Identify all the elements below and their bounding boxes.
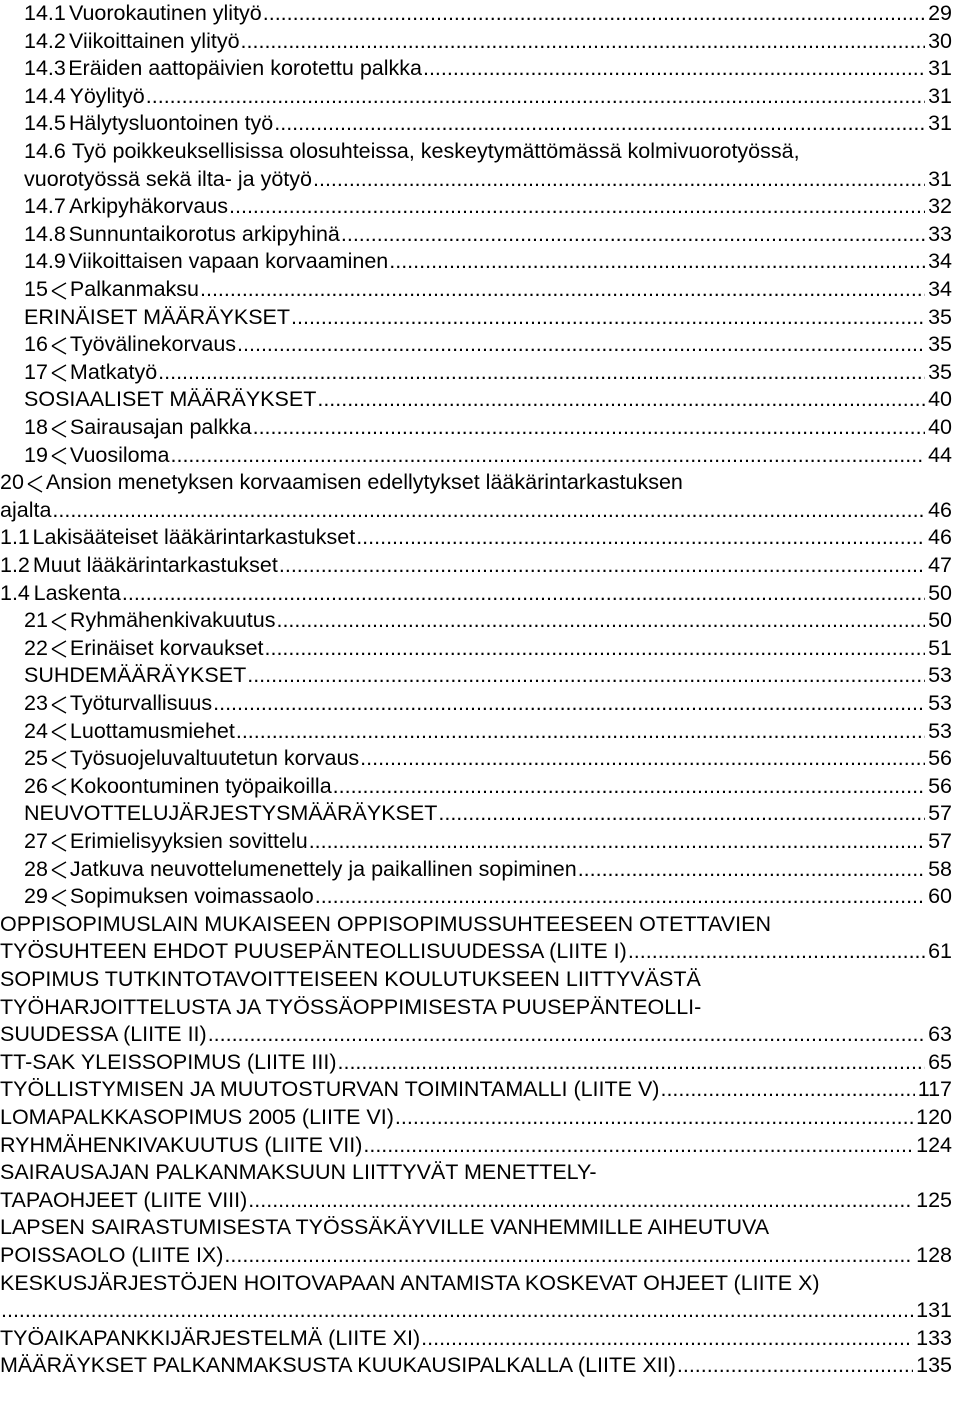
entry-number: 14.4 xyxy=(24,83,66,108)
toc-entry[interactable] xyxy=(0,1104,952,1132)
section-arrow-icon xyxy=(48,690,70,718)
entry-number: 22 xyxy=(24,635,48,660)
entry-title: OPPISOPIMUSLAIN MUKAISEEN OPPISOPIMUSSUHTEESEEN OTETTAVIEN xyxy=(0,911,771,936)
page-number: 60 xyxy=(928,884,952,909)
dot-leader xyxy=(660,1076,914,1104)
dot-leader xyxy=(341,221,925,249)
page-number: 31 xyxy=(928,111,952,136)
toc-entry[interactable] xyxy=(24,690,952,718)
toc-entry[interactable] xyxy=(24,828,952,856)
toc-entry[interactable] xyxy=(0,938,952,966)
entry-title: Sopimuksen voimassaolo xyxy=(69,884,314,909)
toc-entry[interactable] xyxy=(24,28,952,56)
page-number: 31 xyxy=(928,166,952,191)
toc-entry[interactable] xyxy=(24,800,952,828)
dot-leader xyxy=(423,55,925,83)
entry-title: Työturvallisuus xyxy=(69,691,213,715)
dot-leader xyxy=(291,304,925,332)
dot-leader xyxy=(276,607,925,635)
entry-title: Vuosiloma xyxy=(69,442,170,467)
entry-number: 1.2 xyxy=(0,553,30,577)
entry-number: 27 xyxy=(24,829,48,853)
entry-title: TYÖLLISTYMISEN JA MUUTOSTURVAN TOIMINTAMALLI (LIITE V) xyxy=(0,1077,660,1102)
entry-title: Työvälinekorvaus xyxy=(69,332,237,357)
page-number: 31 xyxy=(928,56,952,81)
dot-leader xyxy=(229,193,925,221)
entry-number: 17 xyxy=(24,359,48,384)
entry-title: MÄÄRÄYKSET PALKANMAKSUSTA KUUKAUSIPALKALLA (LIITE XII) xyxy=(0,1353,676,1378)
entry-title: Luottamusmiehet xyxy=(69,718,235,743)
entry-number: 15 xyxy=(24,277,48,301)
page-number: 34 xyxy=(928,277,952,301)
entry-number: 14.5 xyxy=(24,111,66,136)
entry-title: POISSAOLO (LIITE IX) xyxy=(0,1243,224,1267)
page-number: 56 xyxy=(928,773,952,798)
entry-number: 14.7 xyxy=(24,194,66,219)
toc-entry[interactable] xyxy=(24,276,952,304)
entry-title: Jatkuva neuvottelumenettely ja paikallinen sopiminen xyxy=(69,856,577,881)
dot-leader xyxy=(313,166,925,194)
page-number: 40 xyxy=(928,387,952,412)
toc-entry[interactable] xyxy=(0,1021,952,1049)
entry-number: 14.8 xyxy=(24,221,66,246)
page-number: 61 xyxy=(928,939,952,964)
toc-entry[interactable] xyxy=(0,497,952,525)
page-number: 29 xyxy=(928,1,952,25)
dot-leader xyxy=(171,442,926,470)
page-number: 56 xyxy=(928,746,952,771)
entry-title: TYÖAIKAPANKKIJÄRJESTELMÄ (LIITE XI) xyxy=(0,1325,421,1350)
dot-leader xyxy=(263,0,925,28)
toc-entry[interactable] xyxy=(0,1270,952,1298)
toc-entry[interactable] xyxy=(24,607,952,635)
entry-title: Lakisääteiset lääkärintarkastukset xyxy=(32,525,356,550)
page-number: 53 xyxy=(928,718,952,743)
entry-number: 23 xyxy=(24,691,48,715)
page-number: 124 xyxy=(916,1132,952,1157)
toc-entry[interactable] xyxy=(24,718,952,746)
toc-entry[interactable] xyxy=(0,1297,952,1325)
dot-leader xyxy=(356,524,925,552)
toc-entry[interactable] xyxy=(24,304,952,332)
toc-entry[interactable] xyxy=(0,1159,952,1187)
toc-entry[interactable] xyxy=(24,110,952,138)
section-arrow-icon xyxy=(48,856,70,884)
page-number: 47 xyxy=(928,553,952,577)
toc-entry[interactable] xyxy=(24,635,952,663)
toc-entry[interactable] xyxy=(24,221,952,249)
toc-entry[interactable] xyxy=(24,856,952,884)
toc-entry[interactable] xyxy=(0,1242,952,1270)
page-number: 135 xyxy=(916,1353,952,1378)
toc-entry[interactable] xyxy=(24,745,952,773)
page-number: 32 xyxy=(928,194,952,219)
entry-title: Vuorokautinen ylityö xyxy=(68,1,262,25)
toc-entry[interactable] xyxy=(24,83,952,111)
dot-leader xyxy=(309,828,925,856)
section-arrow-icon xyxy=(48,276,70,304)
page-number: 57 xyxy=(928,801,952,826)
dot-leader xyxy=(677,1352,913,1380)
toc-entry[interactable] xyxy=(0,994,952,1022)
entry-title: SOPIMUS TUTKINTOTAVOITTEISEEN KOULUTUKSEEN LIITTYVÄSTÄ xyxy=(0,967,701,991)
entry-number: 21 xyxy=(24,608,48,633)
toc-entry[interactable] xyxy=(0,1352,952,1380)
section-arrow-icon xyxy=(48,883,70,911)
page-number: 35 xyxy=(928,332,952,357)
toc-entry[interactable] xyxy=(0,911,952,939)
dot-leader xyxy=(438,800,925,828)
entry-number: 25 xyxy=(24,746,48,771)
entry-title: Työsuojeluvaltuutetun korvaus xyxy=(69,746,360,771)
toc-entry[interactable] xyxy=(0,552,952,580)
entry-number: 14.9 xyxy=(24,249,66,274)
toc-entry[interactable] xyxy=(0,469,952,497)
entry-title: LAPSEN SAIRASTUMISESTA TYÖSSÄKÄYVILLE VANHEMMILLE AIHEUTUVA xyxy=(0,1215,770,1240)
page-number: 34 xyxy=(928,249,952,274)
dot-leader xyxy=(274,110,925,138)
dot-leader xyxy=(52,497,925,525)
entry-title: SOSIAALISET MÄÄRÄYKSET xyxy=(24,387,317,412)
entry-title: TYÖHARJOITTELUSTA JA TYÖSSÄOPPIMISESTA PUUSEPÄNTEOLLI- xyxy=(0,994,702,1019)
page-number: 44 xyxy=(928,442,952,467)
page-number: 57 xyxy=(928,829,952,853)
dot-leader xyxy=(236,718,925,746)
entry-number: 19 xyxy=(24,442,48,467)
entry-title: Hälytysluontoinen työ xyxy=(68,111,274,136)
entry-title: ajalta xyxy=(0,497,52,522)
page-number: 133 xyxy=(916,1325,952,1350)
toc-entry[interactable] xyxy=(0,1132,952,1160)
dot-leader xyxy=(317,386,925,414)
page-number: 40 xyxy=(928,415,952,439)
page-number: 35 xyxy=(928,359,952,384)
section-arrow-icon xyxy=(48,359,70,387)
dot-leader xyxy=(122,580,925,608)
entry-number: 14.1 xyxy=(24,1,66,25)
entry-title: TYÖSUHTEEN EHDOT PUUSEPÄNTEOLLISUUDESSA (LIITE I) xyxy=(0,939,627,964)
section-arrow-icon xyxy=(48,773,70,801)
entry-title: Laskenta xyxy=(33,580,121,605)
entry-title: Viikoittaisen vapaan korvaaminen xyxy=(68,249,389,274)
toc-entry[interactable] xyxy=(24,359,952,387)
dot-leader xyxy=(247,662,925,690)
dot-leader xyxy=(208,1021,925,1049)
toc-entry[interactable] xyxy=(0,1049,952,1077)
entry-title: RYHMÄHENKIVAKUUTUS (LIITE VII) xyxy=(0,1132,363,1157)
dot-leader xyxy=(395,1104,913,1132)
entry-title: SUHDEMÄÄRÄYKSET xyxy=(24,663,247,688)
entry-title: Eräiden aattopäivien korotettu palkka xyxy=(68,56,422,81)
page-number: 65 xyxy=(928,1049,952,1074)
dot-leader xyxy=(338,1049,926,1077)
toc-entry[interactable] xyxy=(24,0,952,28)
entry-title: ERINÄISET MÄÄRÄYKSET xyxy=(24,304,291,329)
section-arrow-icon xyxy=(48,442,70,470)
dot-leader xyxy=(1,1297,913,1325)
entry-number: 28 xyxy=(24,856,48,881)
section-arrow-icon xyxy=(48,414,70,442)
page-number: 50 xyxy=(928,608,952,633)
page-number: 46 xyxy=(928,497,952,522)
dot-leader xyxy=(333,773,925,801)
dot-leader xyxy=(389,248,925,276)
toc-entry[interactable] xyxy=(0,580,952,608)
entry-title: LOMAPALKKASOPIMUS 2005 (LIITE VI) xyxy=(0,1105,394,1129)
dot-leader xyxy=(253,414,925,442)
dot-leader xyxy=(248,1187,913,1215)
page-number: 50 xyxy=(928,580,952,605)
entry-title: Muut lääkärintarkastukset xyxy=(32,553,278,577)
page-number: 131 xyxy=(916,1298,952,1323)
section-arrow-icon xyxy=(48,331,70,359)
page-number: 33 xyxy=(928,221,952,246)
section-arrow-icon xyxy=(48,635,70,663)
toc-entry[interactable] xyxy=(0,1325,952,1353)
toc-entry[interactable] xyxy=(24,883,952,911)
toc-entry[interactable] xyxy=(24,138,952,166)
entry-number: 18 xyxy=(24,415,48,439)
entry-title: vuorotyössä sekä ilta- ja yötyö xyxy=(24,166,312,191)
page-number: 58 xyxy=(928,856,952,881)
entry-title: TAPAOHJEET (LIITE VIII) xyxy=(0,1187,248,1212)
entry-number: 20 xyxy=(0,470,24,495)
toc-entry[interactable] xyxy=(0,524,952,552)
dot-leader xyxy=(158,359,925,387)
entry-number: 1.4 xyxy=(0,580,30,605)
toc-entry[interactable] xyxy=(24,442,952,470)
toc-entry[interactable] xyxy=(0,1214,952,1242)
entry-number: 16 xyxy=(24,332,48,357)
toc-entry[interactable] xyxy=(24,248,952,276)
page-number: 53 xyxy=(928,691,952,715)
entry-title: Ryhmähenkivakuutus xyxy=(69,608,276,633)
entry-title: Erinäiset korvaukset xyxy=(69,635,264,660)
toc-entry[interactable] xyxy=(0,1187,952,1215)
page-number: 46 xyxy=(928,525,952,550)
dot-leader xyxy=(241,28,926,56)
page-number: 35 xyxy=(928,304,952,329)
entry-title: NEUVOTTELUJÄRJESTYSMÄÄRÄYKSET xyxy=(24,801,438,826)
entry-number: 14.6 xyxy=(24,139,66,163)
toc-entry[interactable] xyxy=(24,331,952,359)
entry-title: TT-SAK YLEISSOPIMUS (LIITE III) xyxy=(0,1049,337,1074)
page-number: 30 xyxy=(928,28,952,53)
entry-number: 24 xyxy=(24,718,48,743)
dot-leader xyxy=(578,856,925,884)
entry-title: Erimielisyyksien sovittelu xyxy=(69,829,308,853)
page-number: 125 xyxy=(916,1187,952,1212)
toc-entry[interactable] xyxy=(0,1076,952,1104)
entry-title: Työ poikkeuksellisissa olosuhteissa, keskeytymättömässä kolmivuorotyössä, xyxy=(71,139,800,163)
dot-leader xyxy=(146,83,925,111)
page-number: 120 xyxy=(916,1105,952,1129)
toc-entry[interactable] xyxy=(24,773,952,801)
entry-number: 14.2 xyxy=(24,28,66,53)
section-arrow-icon xyxy=(48,828,70,856)
entry-number: 1.1 xyxy=(0,525,30,550)
dot-leader xyxy=(360,745,925,773)
entry-title: Viikoittainen ylityö xyxy=(69,28,240,53)
dot-leader xyxy=(200,276,925,304)
page-number: 63 xyxy=(928,1022,952,1047)
dot-leader xyxy=(265,635,926,663)
section-arrow-icon xyxy=(24,469,46,497)
entry-title: Matkatyö xyxy=(69,359,158,384)
dot-leader xyxy=(628,938,925,966)
toc-entry[interactable] xyxy=(24,193,952,221)
entry-title: Yöylityö xyxy=(69,83,145,108)
toc-entry[interactable] xyxy=(24,166,952,194)
page-number: 53 xyxy=(928,663,952,688)
dot-leader xyxy=(315,883,925,911)
entry-title: Sairausajan palkka xyxy=(69,415,252,439)
entry-number: 14.3 xyxy=(24,56,66,81)
dot-leader xyxy=(279,552,925,580)
entry-title: KESKUSJÄRJESTÖJEN HOITOVAPAAN ANTAMISTA KOSKEVAT OHJEET (LIITE X) xyxy=(0,1270,820,1295)
entry-title: Kokoontuminen työpaikoilla xyxy=(69,773,332,798)
toc-entry[interactable] xyxy=(24,662,952,690)
toc-entry[interactable] xyxy=(24,55,952,83)
section-arrow-icon xyxy=(48,718,70,746)
page-number: 117 xyxy=(917,1077,952,1102)
section-arrow-icon xyxy=(48,607,70,635)
dot-leader xyxy=(421,1325,913,1353)
page-number: 31 xyxy=(928,83,952,108)
entry-title: SAIRAUSAJAN PALKANMAKSUUN LIITTYVÄT MENETTELY- xyxy=(0,1160,597,1185)
dot-leader xyxy=(363,1132,913,1160)
dot-leader xyxy=(237,331,925,359)
entry-title: Ansion menetyksen korvaamisen edellytykset lääkärintarkastuksen xyxy=(45,470,683,495)
entry-title: Sunnuntaikorotus arkipyhinä xyxy=(68,221,340,246)
entry-title: Arkipyhäkorvaus xyxy=(69,194,229,219)
dot-leader xyxy=(213,690,925,718)
page-number: 128 xyxy=(916,1243,952,1267)
toc-entry[interactable] xyxy=(24,386,952,414)
dot-leader xyxy=(224,1242,913,1270)
section-arrow-icon xyxy=(48,745,70,773)
page-number: 51 xyxy=(928,635,952,660)
entry-number: 26 xyxy=(24,773,48,798)
entry-title: SUUDESSA (LIITE II) xyxy=(0,1022,207,1047)
entry-title: Palkanmaksu xyxy=(69,277,199,301)
toc-entry[interactable] xyxy=(24,414,952,442)
entry-number: 29 xyxy=(24,884,48,909)
toc-entry[interactable] xyxy=(0,966,952,994)
